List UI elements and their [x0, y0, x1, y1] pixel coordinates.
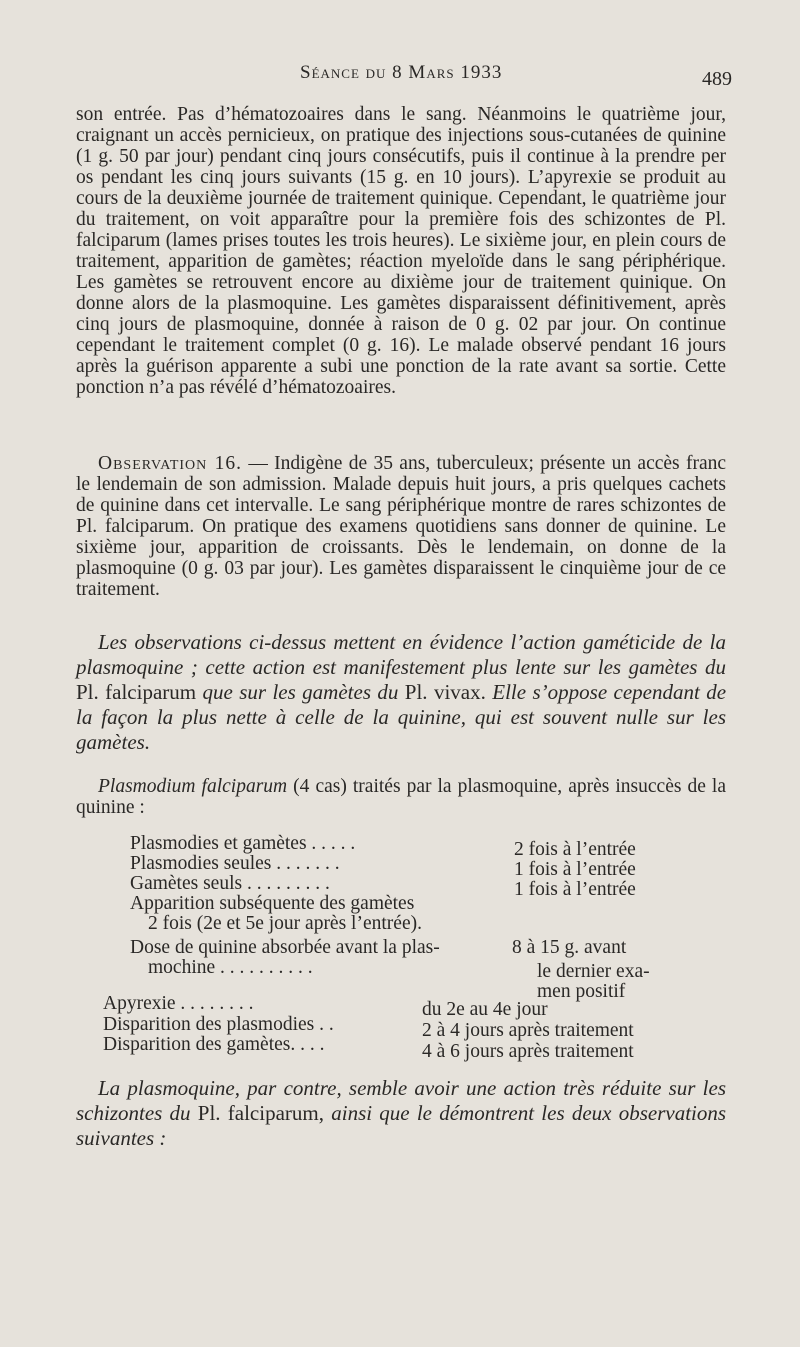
row-value: du 2e au 4e jour: [422, 999, 548, 1020]
conclusion-part-e: Elle s’oppose cependant de la façon la plus nette à celle de la quinine, qui est souvent nulle sur les gamètes.: [76, 680, 727, 754]
row-value: 4 à 6 jours après traitement: [422, 1041, 634, 1062]
paragraph-text: son entrée. Pas d’hématozoaires dans le sang. Néanmoins le quatrième jour, craignant un accès pernicieux, on pratique des injections sous-cutanées de quinine (1 g. 50 par jour) pendant cinq jours consécutifs, puis il continue à la prendre per os pendant les cinq jours suivants (15 g. en 10 jours). L’apyrexie se produit au cours de la deuxième journée de traitement quinique. Cependant, le quatrième jour du traitement, on voit apparaître pour la première fois des schizontes de Pl. falciparum (lames prises toutes les trois heures). Le sixième jour, en plein cours de traitement, apparition de gamètes; réaction myeloïde dans le sang périphérique. Les gamètes se retrouvent encore au dixième jour de traitement quinique. On donne alors de la plasmoquine. Les gamètes disparaissent définitivement, après cinq jours de plasmoquine, donnée à raison de 0 g. 02 par jour. On continue cependant le traitement complet (0 g. 16). Le malade observé pendant 16 jours après la guérison apparente a subi une ponction de la rate avant sa sortie. Cette ponction n’a pas révélé d’hématozoaires.: [76, 104, 726, 398]
paragraph-conclusion: [76, 630, 726, 755]
closing-part-a: La plasmoquine, par contre, semble avoir une action très réduite sur les schizontes du: [76, 1076, 726, 1125]
summary-row: [100, 893, 740, 914]
summary-row: [100, 937, 740, 958]
row-label: Dose de quinine absorbée avant la plas-: [130, 937, 440, 958]
page-number: 489: [702, 68, 732, 90]
summary-row: [100, 853, 740, 880]
row-label: Apyrexie . . . . . . . .: [103, 993, 254, 1014]
paragraph-observation-16: [76, 453, 726, 600]
observation-label: Observation 16.: [98, 453, 242, 474]
row-label: Disparition des plasmodies . .: [103, 1014, 334, 1035]
closing-part-c: ainsi que le démontrent les deux observations suivantes :: [76, 1101, 727, 1150]
row-value: 2 à 4 jours après traitement: [422, 1020, 634, 1041]
row-label: Plasmodies seules . . . . . . .: [130, 853, 340, 874]
species-vivax: Pl. vivax.: [404, 680, 486, 704]
row-label: Apparition subséquente des gamètes: [130, 893, 415, 914]
conclusion-part-c: que sur les gamètes du: [202, 680, 399, 704]
species-name: Plasmodium falciparum: [98, 776, 288, 797]
summary-row: [100, 873, 740, 900]
paragraph-summary-intro: [76, 776, 726, 818]
paragraph-closing: [76, 1076, 726, 1151]
row-value: 2 fois à l’entrée: [514, 839, 636, 860]
species-falciparum: Pl. falciparum: [76, 680, 197, 704]
row-label: mochine . . . . . . . . . .: [148, 957, 313, 978]
row-label: 2 fois (2e et 5e jour après l’entrée).: [148, 913, 422, 934]
row-label: Disparition des gamètes. . . .: [103, 1034, 325, 1055]
summary-row: [100, 957, 740, 982]
observation-text: — Indigène de 35 ans, tuberculeux; présente un accès franc le lendemain de son admission. Malade depuis huit jours, a pris quelques cachets de quinine dans cet intervalle. Le sang périphérique montre de rares schizontes de Pl. falciparum. On pratique des examens quotidiens sans donner de quinine. Le sixième jour, apparition de croissants. Dès le lendemain, on donne de la plasmoquine (0 g. 03 par jour). Les gamètes disparaissent le cinquième jour de ce traitement.: [76, 453, 726, 600]
summary-row: [100, 1014, 740, 1041]
conclusion-part-a: Les observations ci-dessus mettent en évidence l’action gaméticide de la plasmoquine ; cette action est manifestement plus lente sur les gamètes du: [76, 630, 726, 679]
row-value: 1 fois à l’entrée: [514, 879, 636, 900]
row-value: 1 fois à l’entrée: [514, 859, 636, 880]
species-falciparum-2: Pl. falciparum,: [197, 1101, 324, 1125]
row-value: le dernier exa-: [537, 961, 650, 982]
summary-row: [100, 913, 740, 934]
row-label: Gamètes seuls . . . . . . . . .: [130, 873, 330, 894]
running-header: [0, 62, 800, 92]
paragraph-case-continuation: [76, 104, 726, 398]
running-title: Séance du 8 Mars 1933: [300, 62, 503, 83]
row-value: men positif: [537, 981, 626, 1002]
row-label: Plasmodies et gamètes . . . . .: [130, 833, 356, 854]
summary-row: [100, 833, 740, 860]
row-value: 8 à 15 g. avant: [512, 937, 627, 958]
summary-row: [100, 993, 740, 1020]
summary-row: [100, 1034, 740, 1062]
summary-intro-text: (4 cas) traités par la plasmoquine, après insuccès de la quinine :: [76, 776, 726, 818]
